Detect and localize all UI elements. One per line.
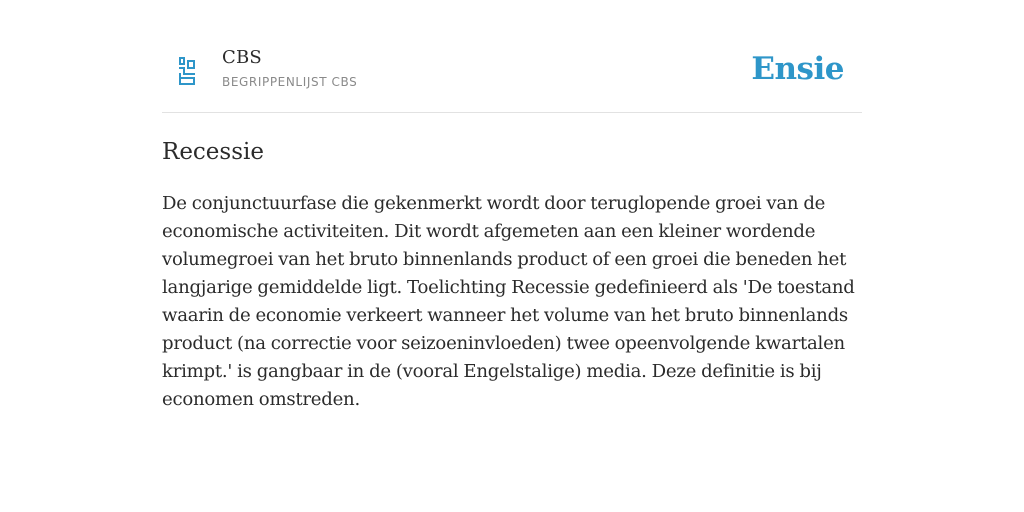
ensie-brand-link[interactable]: Ensie — [751, 51, 844, 87]
term-definition: De conjunctuurfase die gekenmerkt wordt door teruglopende groei van de economische activiteiten. Dit wordt afgemeten aan een kleiner wordende volumegroei van het bruto binnenlands product of een groei die beneden het langjarige gemiddelde ligt. Toelichting Recessie gedefinieerd als 'De toestand waarin de economie verkeert wanneer het volume van het bruto binnenlands product (na correctie voor seizoeninvloeden) twee opeenvolgende kwartalen krimpt.' is gangbaar in de (vooral Engelstalige) media. Deze definitie is bij economen omstreden. — [162, 193, 855, 410]
organization-subtitle: BEGRIPPENLIJST CBS — [222, 75, 358, 89]
header — [162, 40, 862, 113]
cbs-logo-icon[interactable] — [176, 56, 198, 86]
organization-name[interactable]: CBS — [222, 47, 262, 68]
term-title: Recessie — [162, 139, 264, 165]
